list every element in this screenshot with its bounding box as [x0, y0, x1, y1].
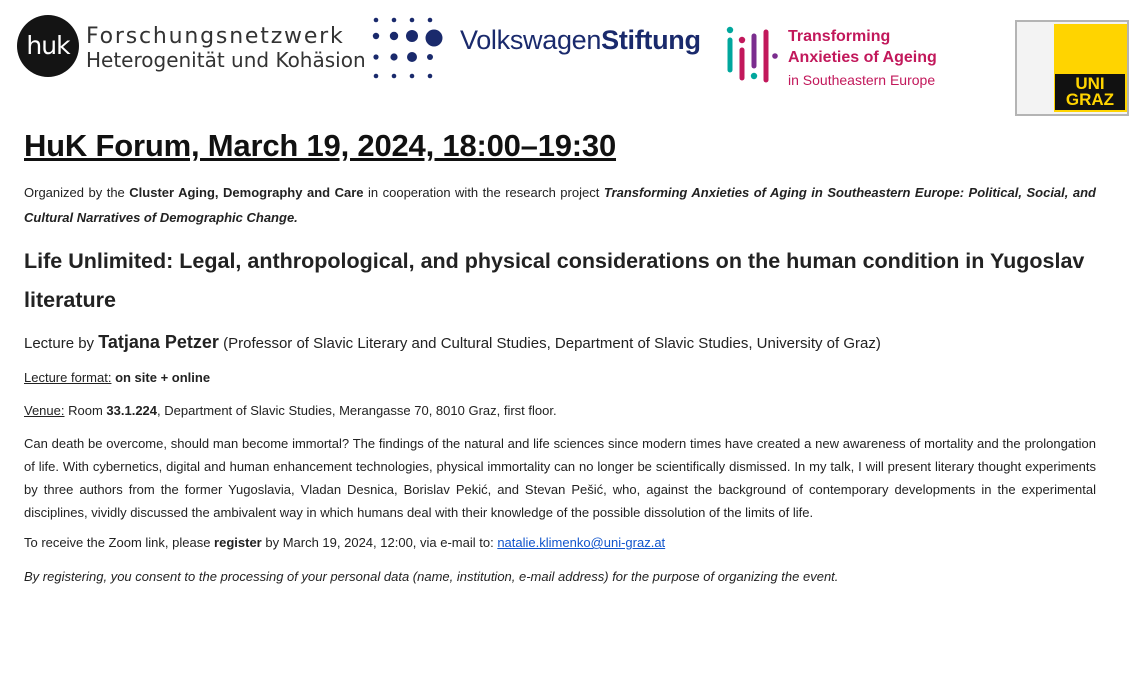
- research-project-name: Transforming Anxieties of Aging in Southeastern Europe: Political, Social, and Cultural Narratives of Demographic Change.: [24, 185, 1096, 225]
- ta-line1: Transforming: [788, 28, 891, 45]
- huk-logo-line1: Forschungsnetzwerk: [86, 24, 345, 49]
- transforming-anxieties-logo-mark: [726, 26, 778, 84]
- vw-name-part1: Volkswagen: [460, 25, 602, 55]
- abstract-paragraph: Can death be overcome, should man become immortal? The findings of the natural and life sciences since modern times have created a new awareness of mortality and the prolongation of life. With cybernetics, digital and human enhancement technologies, physical immortality can no longer be scientifically dismissed. In my talk, I will present literary thought experiments by three authors from the former Yugoslavia, Vladan Desnica, Borislav Pekić, and Stevan Pešić, who, against the background of contemporary developments in the experimental disciplines, vividly discussed the ambivalent way in which humans deal with their knowledge of the possible dissolution of the limits of life.: [24, 436, 1096, 520]
- lecturer-line: [24, 331, 1096, 355]
- transforming-anxieties-logo-text: [788, 26, 937, 92]
- registration-line: [24, 533, 1096, 553]
- uni-graz-line1: UNI: [1075, 74, 1105, 93]
- vw-name-part2: Stiftung: [601, 25, 701, 55]
- cluster-name: Cluster Aging, Demography and Care: [129, 185, 364, 200]
- huk-logo-line2: Heterogenität und Kohäsion: [86, 48, 366, 72]
- lecturer-affiliation: (Professor of Slavic Literary and Cultural Studies, Department of Slavic Studies, University of Graz): [218, 335, 881, 352]
- consent-note: By registering, you consent to the processing of your personal data (name, institution, e-mail address) for the purpose of organizing the event.: [24, 569, 839, 584]
- volkswagen-dots-logo: [370, 16, 446, 80]
- format-value: on site + online: [115, 370, 211, 385]
- uni-graz-line2: GRAZ: [1065, 90, 1115, 109]
- event-announcement: [24, 124, 1096, 587]
- uni-graz-logo-label: [1055, 74, 1125, 110]
- event-title: HuK Forum, March 19, 2024, 18:00–19:30: [24, 128, 617, 163]
- venue-text-1: Room: [64, 403, 107, 418]
- lecture-format-line: [24, 368, 1096, 388]
- venue-label: Venue:: [24, 403, 65, 418]
- lecturer-prefix: Lecture by: [24, 335, 99, 352]
- logo-strip: [0, 0, 1140, 120]
- ta-line3: in Southeastern Europe: [788, 72, 936, 88]
- organizer-paragraph: [24, 180, 1096, 230]
- organized-text-2: in cooperation with the research project: [363, 185, 604, 200]
- venue-text-2: , Department of Slavic Studies, Merangasse 70, 8010 Graz, first floor.: [157, 403, 557, 418]
- uni-graz-logo: [1015, 20, 1129, 116]
- volkswagen-stiftung-logo-text: [460, 25, 701, 56]
- organized-text-1: Organized by the: [24, 185, 130, 200]
- huk-logo-mark: huk: [17, 15, 79, 77]
- register-keyword: register: [214, 535, 262, 550]
- registration-text-2: by March 19, 2024, 12:00, via e-mail to:: [261, 535, 498, 550]
- venue-room: 33.1.224: [106, 403, 158, 418]
- format-label: Lecture format:: [24, 370, 112, 385]
- lecture-title: Life Unlimited: Legal, anthropological, and physical considerations on the human condition in Yugoslav literature: [24, 249, 1085, 312]
- registration-text-1: To receive the Zoom link, please: [24, 535, 215, 550]
- registration-email-link[interactable]: natalie.klimenko@uni-graz.at: [497, 535, 666, 550]
- ta-line2: Anxieties of Ageing: [788, 49, 937, 66]
- venue-line: [24, 401, 1096, 421]
- huk-logo-text: [86, 25, 366, 71]
- lecturer-name: Tatjana Petzer: [98, 332, 219, 352]
